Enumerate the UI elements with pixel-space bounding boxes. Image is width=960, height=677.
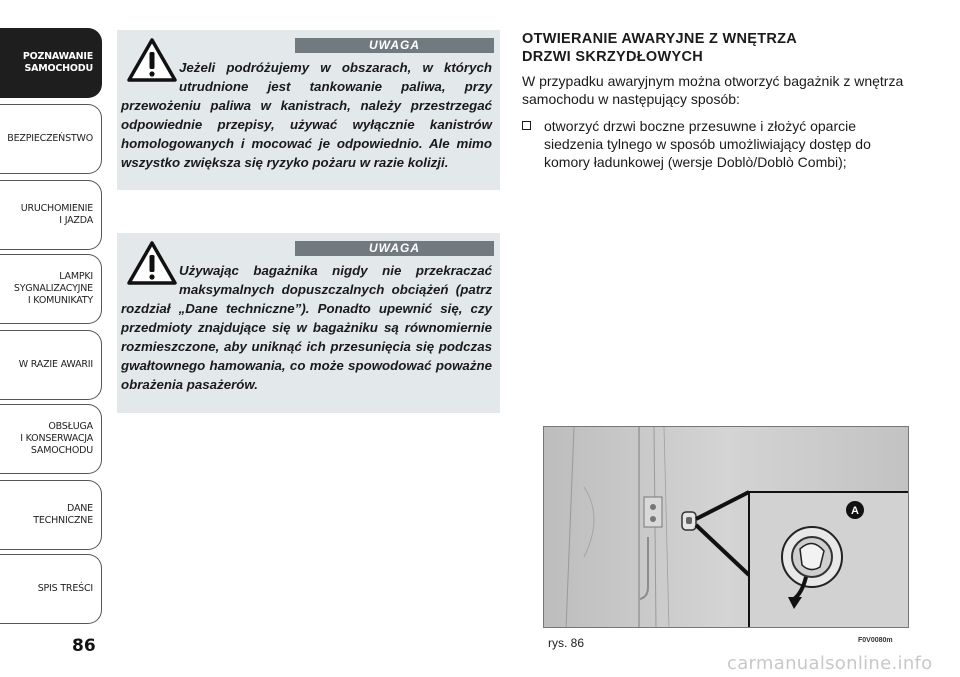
warning-title: UWAGA bbox=[295, 241, 494, 256]
tab-spis-tresci[interactable] bbox=[0, 554, 102, 624]
warning-text: Używając bagażnika nigdy nie przekraczać maksymalnych dopuszczalnych obciążeń (patrz rozdział „Dane techniczne”). Ponadto upewnić się, czy przedmioty znajdujące się w bagażniku są równomiernie rozmieszczone, aby uniknąć ich przesunięcia się podczas gwałtownego hamowania, co może spowodować poważne obrażenia pasażerów. bbox=[121, 263, 492, 392]
tab-label: W RAZIE AWARII bbox=[18, 359, 93, 370]
warning-text: Jeżeli podróżujemy w obszarach, w których utrudnione jest tankowanie paliwa, przy przewożeniu paliwa w kanistrach, należy przestrzegać odpowiednie przepisy, używać wyłącznie kanistrów homologowanych i mocować je odpowiednio. Ale mimo wszystko zwiększa się ryzyko pożaru w razie kolizji. bbox=[121, 60, 492, 170]
heading-line: OTWIERANIE AWARYJNE Z WNĘTRZA bbox=[522, 31, 798, 47]
tab-label: DANE TECHNICZNE bbox=[33, 503, 93, 526]
section-heading bbox=[522, 30, 922, 66]
figure-caption: rys. 86 bbox=[548, 636, 585, 650]
tab-label: LAMPKI SYGNALIZACYJNE I KOMUNIKATY bbox=[13, 271, 93, 306]
tab-poznawanie-samochodu[interactable] bbox=[0, 28, 102, 98]
tab-lampki-sygnalizacyjne[interactable] bbox=[0, 254, 102, 324]
tab-label: OBSŁUGA I KONSERWACJA SAMOCHODU bbox=[20, 421, 93, 456]
heading-line: DRZWI SKRZYDŁOWYCH bbox=[522, 49, 703, 65]
tab-dane-techniczne[interactable] bbox=[0, 480, 102, 550]
tab-w-razie-awarii[interactable] bbox=[0, 330, 102, 400]
page-number: 86 bbox=[72, 636, 96, 656]
tab-label: POZNAWANIE SAMOCHODU bbox=[22, 51, 93, 74]
figure-marker-label: A bbox=[851, 505, 859, 517]
door-latch-illustration bbox=[544, 427, 909, 628]
tab-bezpieczenstwo[interactable] bbox=[0, 104, 102, 174]
warning-title: UWAGA bbox=[295, 38, 494, 53]
checkbox-bullet-icon bbox=[522, 121, 531, 130]
tab-obsluga-i-konserwacja[interactable] bbox=[0, 404, 102, 474]
warning-box-fuel bbox=[117, 30, 500, 190]
figure-door-latch bbox=[543, 426, 909, 628]
tab-label: SPIS TREŚCI bbox=[37, 583, 93, 594]
watermark: carmanualsonline.info bbox=[727, 653, 933, 674]
tab-label: BEZPIECZEŃSTWO bbox=[7, 133, 93, 144]
tab-label: URUCHOMIENIE I JAZDA bbox=[20, 203, 93, 226]
figure-code: F0V0080m bbox=[858, 637, 893, 644]
intro-paragraph: W przypadku awaryjnym można otworzyć bagażnik z wnętrza samochodu w następujący sposób: bbox=[522, 73, 904, 107]
warning-box-luggage bbox=[117, 233, 500, 413]
list-item bbox=[522, 117, 912, 171]
list-item-text: otworzyć drzwi boczne przesuwne i złożyć oparcie siedzenia tylnego w sposób umożliwiający dostęp do komory ładunkowej (wersje Doblò/Doblò Combi); bbox=[544, 118, 871, 170]
tab-uruchomienie-i-jazda[interactable] bbox=[0, 180, 102, 250]
